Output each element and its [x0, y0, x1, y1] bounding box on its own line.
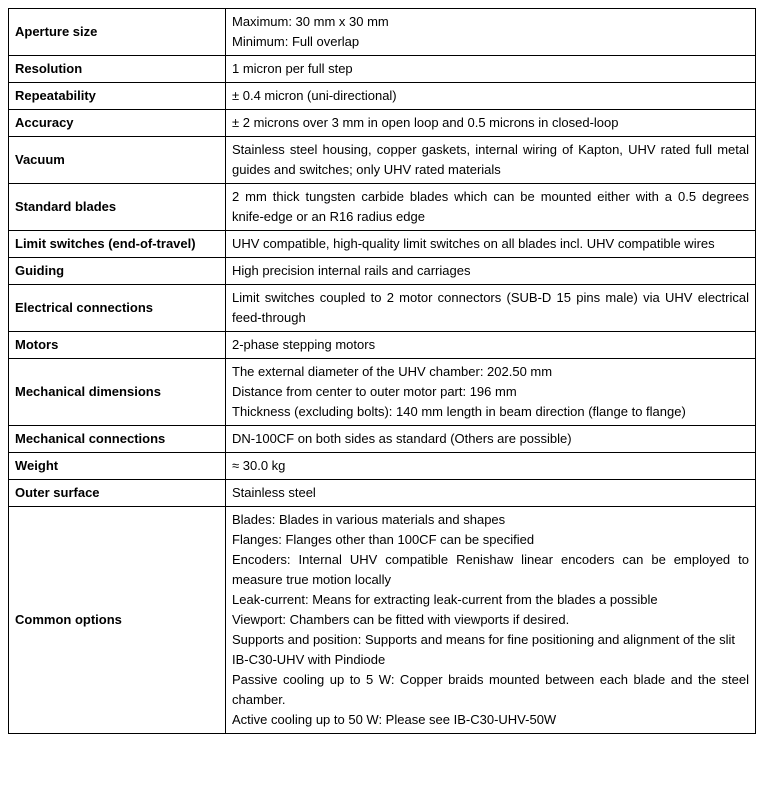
table-row: [9, 507, 756, 734]
spec-value-line: 2-phase stepping motors: [232, 337, 376, 352]
spec-value: [226, 426, 756, 453]
table-row: [9, 426, 756, 453]
spec-label: Aperture size: [9, 9, 226, 56]
spec-label: Mechanical dimensions: [9, 359, 226, 426]
table-row: [9, 359, 756, 426]
spec-value-line: ± 2 microns over 3 mm in open loop and 0.5 microns in closed-loop: [232, 115, 619, 130]
spec-label: Limit switches (end-of-travel): [9, 231, 226, 258]
table-row: [9, 258, 756, 285]
spec-value: [226, 453, 756, 480]
spec-value: [226, 56, 756, 83]
spec-label: Outer surface: [9, 480, 226, 507]
table-row: [9, 332, 756, 359]
spec-value-line: ≈ 30.0 kg: [232, 458, 286, 473]
spec-value-line: Stainless steel: [232, 485, 316, 500]
spec-value-line: Viewport: Chambers can be fitted with viewports if desired.: [232, 612, 570, 627]
spec-label: Common options: [9, 507, 226, 734]
spec-value: [226, 83, 756, 110]
spec-value: [226, 507, 756, 734]
table-row: [9, 285, 756, 332]
spec-value: [226, 332, 756, 359]
spec-value-line: Active cooling up to 50 W: Please see IB-C30-UHV-50W: [232, 712, 557, 727]
spec-label: Mechanical connections: [9, 426, 226, 453]
specification-table: [8, 8, 756, 734]
spec-label: Resolution: [9, 56, 226, 83]
spec-value-line: Leak-current: Means for extracting leak-current from the blades a possible: [232, 592, 658, 607]
spec-value-line: IB-C30-UHV with Pindiode: [232, 652, 386, 667]
spec-value-line: Distance from center to outer motor part: 196 mm: [232, 384, 517, 399]
spec-value-line: 2 mm thick tungsten carbide blades which can be mounted either with a 0.5 degrees knife-edge or an R16 radius edge: [232, 189, 749, 224]
spec-value-line: Supports and position: Supports and means for fine positioning and alignment of the slit: [232, 632, 735, 647]
table-row: [9, 9, 756, 56]
spec-value: [226, 480, 756, 507]
spec-value-line: Maximum: 30 mm x 30 mm: [232, 14, 389, 29]
spec-value-line: Encoders: Internal UHV compatible Renishaw linear encoders can be employed to measure true motion locally: [232, 552, 749, 587]
spec-value: [226, 184, 756, 231]
table-row: [9, 184, 756, 231]
table-row: [9, 480, 756, 507]
spec-value-line: Limit switches coupled to 2 motor connectors (SUB-D 15 pins male) via UHV electrical feed-through: [232, 290, 749, 325]
spec-label: Standard blades: [9, 184, 226, 231]
spec-value-line: Minimum: Full overlap: [232, 34, 360, 49]
spec-label: Electrical connections: [9, 285, 226, 332]
table-row: [9, 137, 756, 184]
spec-value-line: DN-100CF on both sides as standard (Others are possible): [232, 431, 572, 446]
spec-value: [226, 258, 756, 285]
spec-value: [226, 285, 756, 332]
spec-value-line: UHV compatible, high-quality limit switches on all blades incl. UHV compatible wires: [232, 236, 715, 251]
spec-value-line: Passive cooling up to 5 W: Copper braids mounted between each blade and the steel chamber.: [232, 672, 749, 707]
spec-label: Guiding: [9, 258, 226, 285]
spec-value-line: Thickness (excluding bolts): 140 mm length in beam direction (flange to flange): [232, 404, 686, 419]
table-row: [9, 231, 756, 258]
spec-table-body: [9, 9, 756, 734]
spec-value-line: ± 0.4 micron (uni-directional): [232, 88, 397, 103]
spec-value: [226, 137, 756, 184]
spec-value-line: Flanges: Flanges other than 100CF can be specified: [232, 532, 535, 547]
spec-value: [226, 231, 756, 258]
table-row: [9, 453, 756, 480]
table-row: [9, 110, 756, 137]
table-row: [9, 56, 756, 83]
spec-value-line: Stainless steel housing, copper gaskets, internal wiring of Kapton, UHV rated full metal guides and switches; only UHV rated materials: [232, 142, 749, 177]
spec-value: [226, 359, 756, 426]
spec-value-line: High precision internal rails and carriages: [232, 263, 471, 278]
spec-label: Weight: [9, 453, 226, 480]
spec-label: Repeatability: [9, 83, 226, 110]
spec-value-line: Blades: Blades in various materials and shapes: [232, 512, 506, 527]
spec-value-line: The external diameter of the UHV chamber: 202.50 mm: [232, 364, 553, 379]
spec-value: [226, 9, 756, 56]
table-row: [9, 83, 756, 110]
spec-label: Vacuum: [9, 137, 226, 184]
spec-label: Accuracy: [9, 110, 226, 137]
spec-label: Motors: [9, 332, 226, 359]
spec-value-line: 1 micron per full step: [232, 61, 353, 76]
spec-value: [226, 110, 756, 137]
